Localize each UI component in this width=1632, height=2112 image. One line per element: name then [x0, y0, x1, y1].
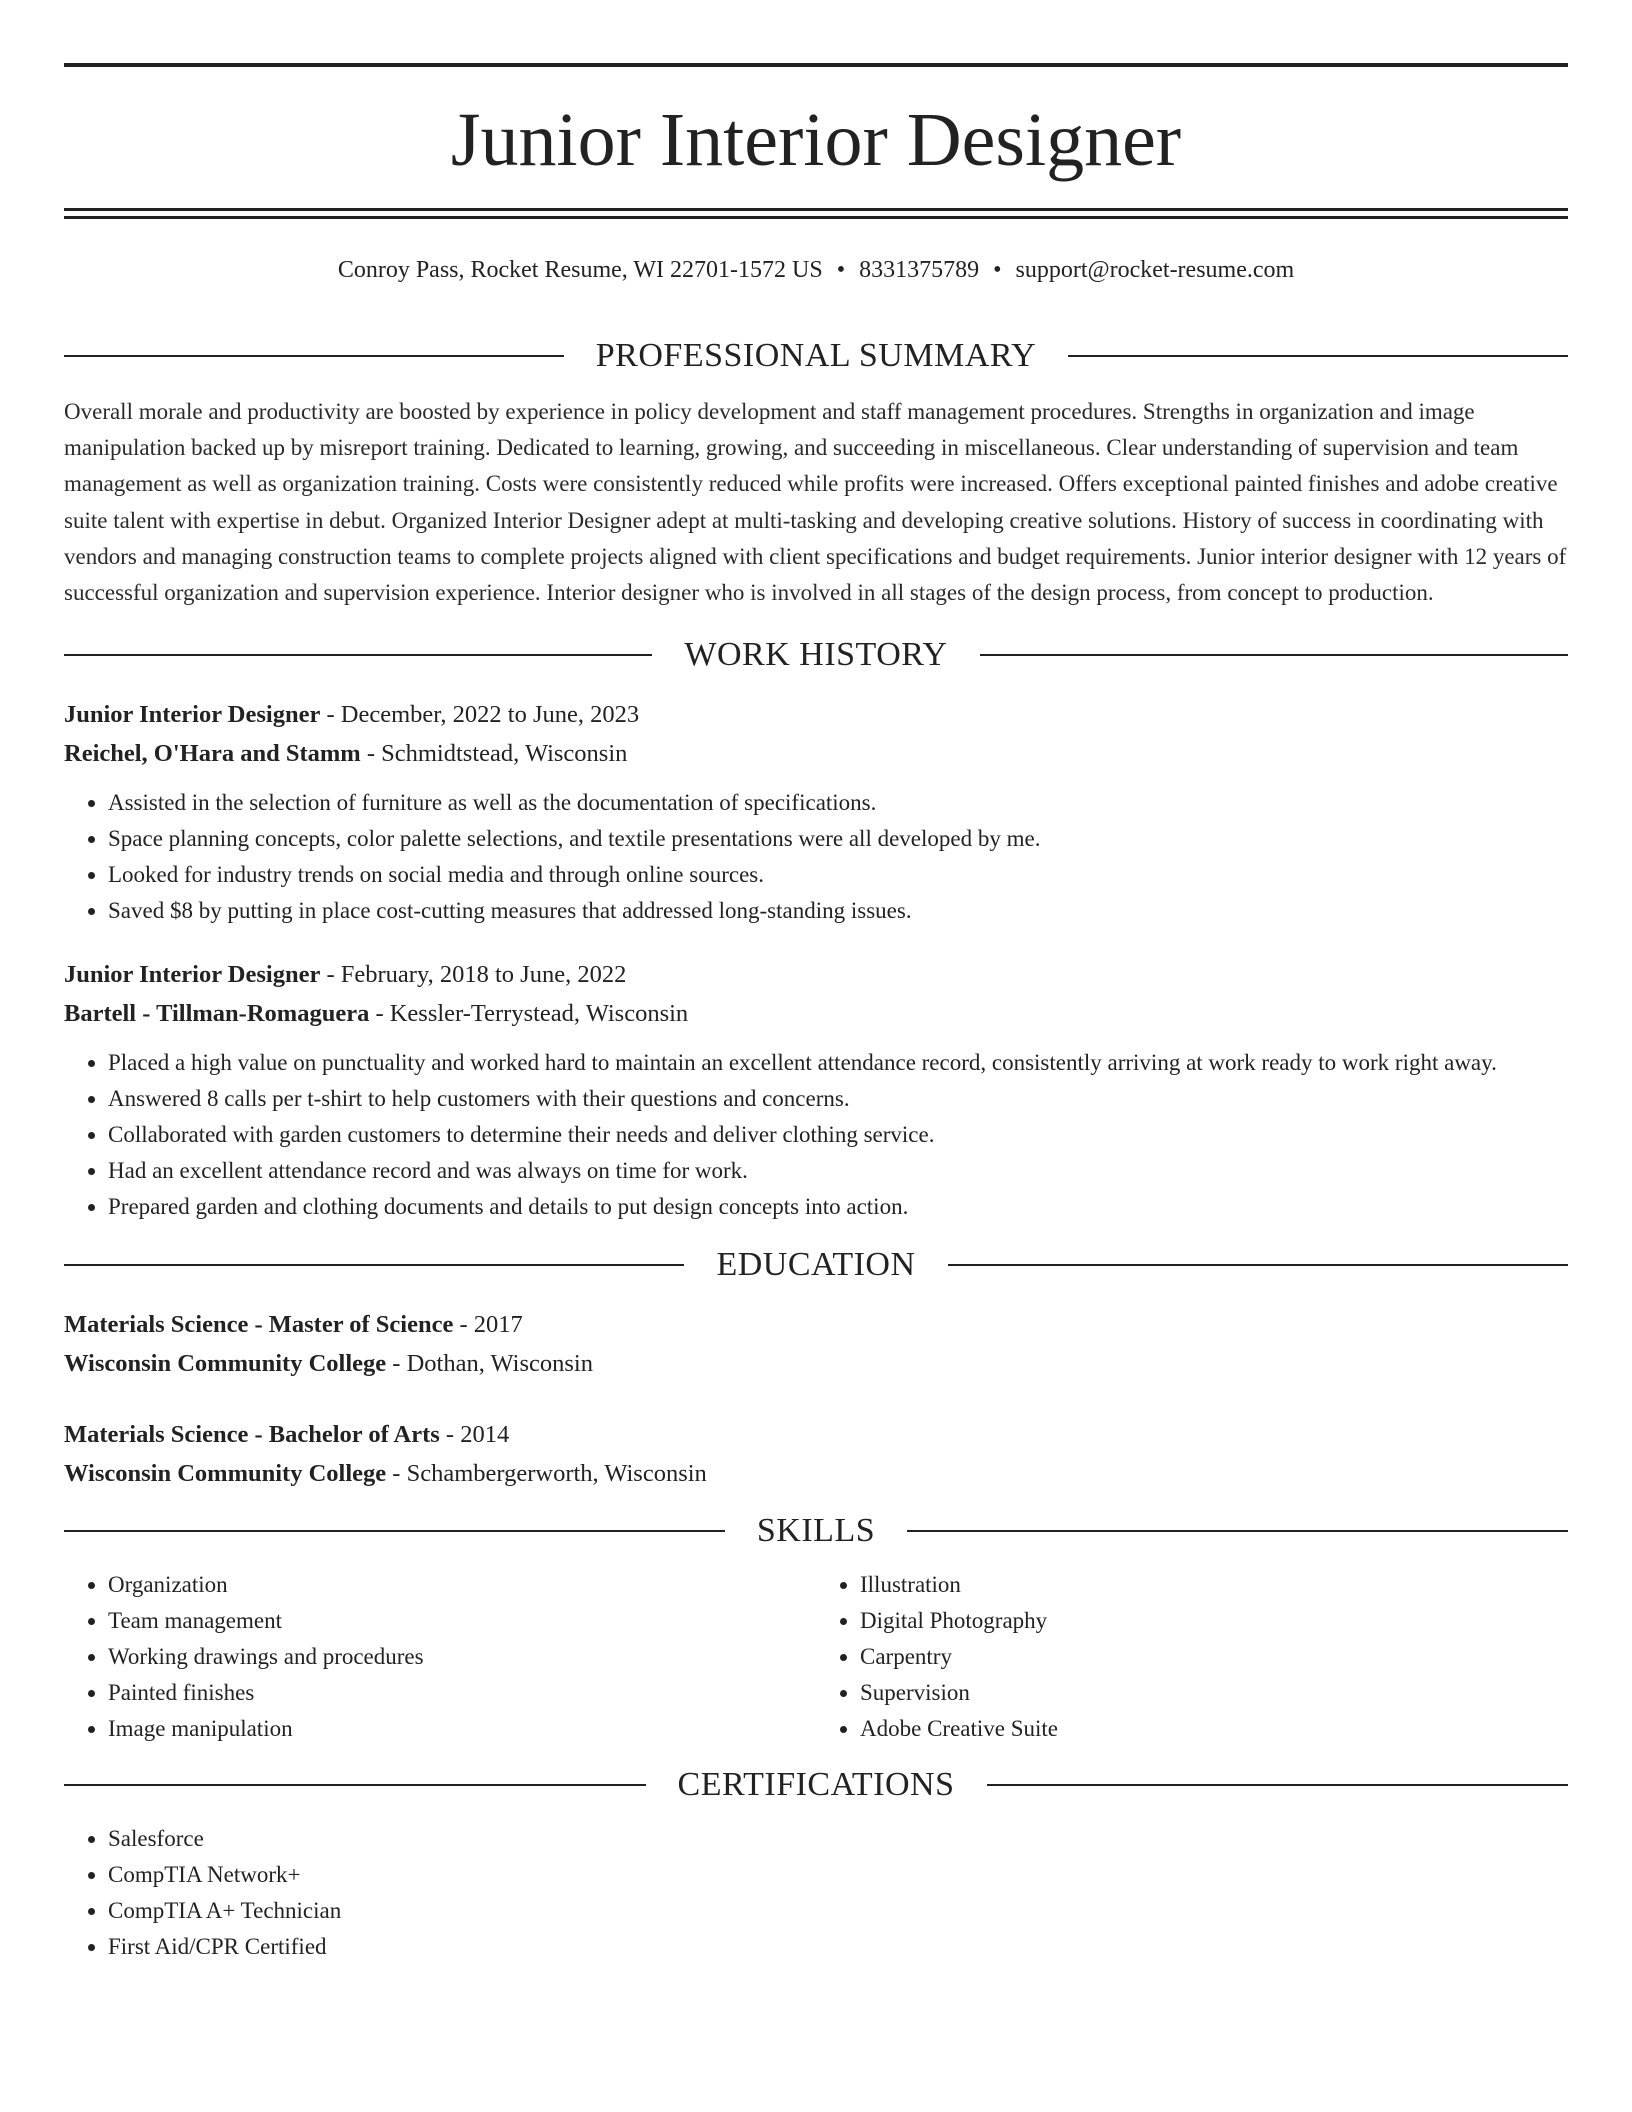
list-item: • Collaborated with garden customers to determine their needs and deliver clothing service. [108, 1117, 1568, 1153]
list-item: • Prepared garden and clothing documents and details to put design concepts into action. [108, 1189, 1568, 1225]
section-heading-work-history [64, 625, 1568, 685]
job-entry [64, 695, 1568, 929]
degree-line [64, 1415, 1568, 1454]
education-entry [64, 1305, 1568, 1383]
header-double-rule-upper [64, 208, 1568, 211]
heading-rule [64, 1530, 725, 1532]
section-heading-summary [64, 326, 1568, 386]
education-entry [64, 1415, 1568, 1493]
school-location: - Schambergerworth, Wisconsin [386, 1460, 707, 1488]
job-bullets [64, 1045, 1568, 1225]
list-item: • Had an excellent attendance record and was always on time for work. [108, 1153, 1568, 1189]
list-item: • Placed a high value on punctuality and worked hard to maintain an excellent attendance record, consistently arriving at work ready to work right away. [108, 1045, 1568, 1081]
list-item: • Assisted in the selection of furniture as well as the documentation of specifications. [108, 785, 1568, 821]
certifications-list [64, 1821, 1568, 1965]
list-item: • Saved $8 by putting in place cost-cutting measures that addressed long-standing issues. [108, 893, 1568, 929]
list-item: • Working drawings and procedures [108, 1639, 816, 1675]
heading-rule [64, 1264, 684, 1266]
contact-phone: 8331375789 [859, 257, 980, 283]
job-company: Reichel, O'Hara and Stamm [64, 740, 361, 768]
degree: Materials Science - Bachelor of Arts [64, 1421, 440, 1449]
job-company-line [64, 734, 1568, 773]
summary-text: Overall morale and productivity are boosted by experience in policy development and staff management procedures. Strengths in organization and image manipulation backed up by misreport training. Dedicated to learning, growing, and succeeding in miscellaneous. Clear understanding of supervision and team management as well as organization training. Costs were consistently reduced while profits were increased. Offers exceptional painted finishes and adobe creative suite talent with expertise in debut. Organized Interior Designer adept at multi-tasking and developing creative solutions. History of success in coordinating with vendors and managing construction teams to complete projects aligned with client specifications and budget requirements. Junior interior designer with 12 years of successful organization and supervision experience. Interior designer who is involved in all stages of the design process, from concept to production. [64, 399, 1567, 606]
list-item: • Team management [108, 1603, 816, 1639]
school-location: - Dothan, Wisconsin [386, 1350, 593, 1378]
section-heading-skills [64, 1501, 1568, 1561]
list-item: • Organization [108, 1567, 816, 1603]
header-top-rule [64, 63, 1568, 67]
list-item: • Digital Photography [860, 1603, 1568, 1639]
section-heading-label: SKILLS [756, 1512, 876, 1550]
list-item: • Salesforce [108, 1821, 1568, 1857]
school-line [64, 1454, 1568, 1493]
section-heading-label: PROFESSIONAL SUMMARY [595, 337, 1037, 374]
job-location: - Schmidtstead, Wisconsin [360, 740, 628, 768]
contact-email: support@rocket-resume.com [1015, 257, 1295, 283]
degree-line [64, 1305, 1568, 1344]
list-item: • Space planning concepts, color palette selections, and textile presentations were all developed by me. [108, 821, 1568, 857]
section-heading-label: WORK HISTORY [684, 636, 948, 674]
list-item: • Adobe Creative Suite [860, 1711, 1568, 1747]
list-item: • Image manipulation [108, 1711, 816, 1747]
skills-list-right [816, 1567, 1568, 1747]
list-item: • Looked for industry trends on social media and through online sources. [108, 857, 1568, 893]
section-heading-label: CERTIFICATIONS [677, 1766, 955, 1804]
contact-separator: • [836, 257, 846, 283]
heading-rule [1068, 355, 1568, 357]
heading-rule [64, 355, 564, 357]
job-bullets [64, 785, 1568, 929]
job-location: - Kessler-Terrystead, Wisconsin [369, 1000, 689, 1028]
job-dates: - February, 2018 to June, 2022 [320, 961, 627, 989]
job-company-line [64, 994, 1568, 1033]
resume-title: Junior Interior Designer [450, 98, 1182, 182]
heading-rule [948, 1264, 1568, 1266]
degree-year: - 2014 [439, 1421, 510, 1449]
heading-rule [907, 1530, 1568, 1532]
contact-address: Conroy Pass, Rocket Resume, WI 22701-1572 US [337, 257, 823, 283]
list-item: • Carpentry [860, 1639, 1568, 1675]
resume-body [64, 326, 1568, 1965]
heading-rule [64, 654, 652, 656]
list-item: • Illustration [860, 1567, 1568, 1603]
job-dates: - December, 2022 to June, 2023 [320, 701, 640, 729]
heading-rule [980, 654, 1568, 656]
school: Wisconsin Community College [64, 1350, 387, 1378]
job-entry [64, 955, 1568, 1225]
section-heading-education [64, 1235, 1568, 1295]
skills-list-left [64, 1567, 816, 1747]
heading-rule [987, 1784, 1569, 1786]
skills-columns [64, 1567, 1568, 1747]
job-title-line [64, 695, 1568, 734]
degree-year: - 2017 [453, 1311, 523, 1339]
list-item: • Supervision [860, 1675, 1568, 1711]
list-item: • Painted finishes [108, 1675, 816, 1711]
contact-separator: • [993, 257, 1002, 283]
list-item: • CompTIA A+ Technician [108, 1893, 1568, 1929]
school-line [64, 1344, 1568, 1383]
job-title-line [64, 955, 1568, 994]
list-item: • Answered 8 calls per t-shirt to help customers with their questions and concerns. [108, 1081, 1568, 1117]
heading-rule [64, 1784, 646, 1786]
contact-line [64, 254, 1568, 286]
section-heading-certifications [64, 1755, 1568, 1815]
job-title: Junior Interior Designer [64, 961, 321, 989]
list-item: • CompTIA Network+ [108, 1857, 1568, 1893]
school: Wisconsin Community College [64, 1460, 387, 1488]
list-item: • First Aid/CPR Certified [108, 1929, 1568, 1965]
section-heading-label: EDUCATION [716, 1246, 916, 1284]
degree: Materials Science - Master of Science [64, 1311, 454, 1339]
job-company: Bartell - Tillman-Romaguera [64, 1000, 370, 1028]
header-double-rule-lower [64, 216, 1568, 219]
job-title: Junior Interior Designer [64, 701, 321, 729]
